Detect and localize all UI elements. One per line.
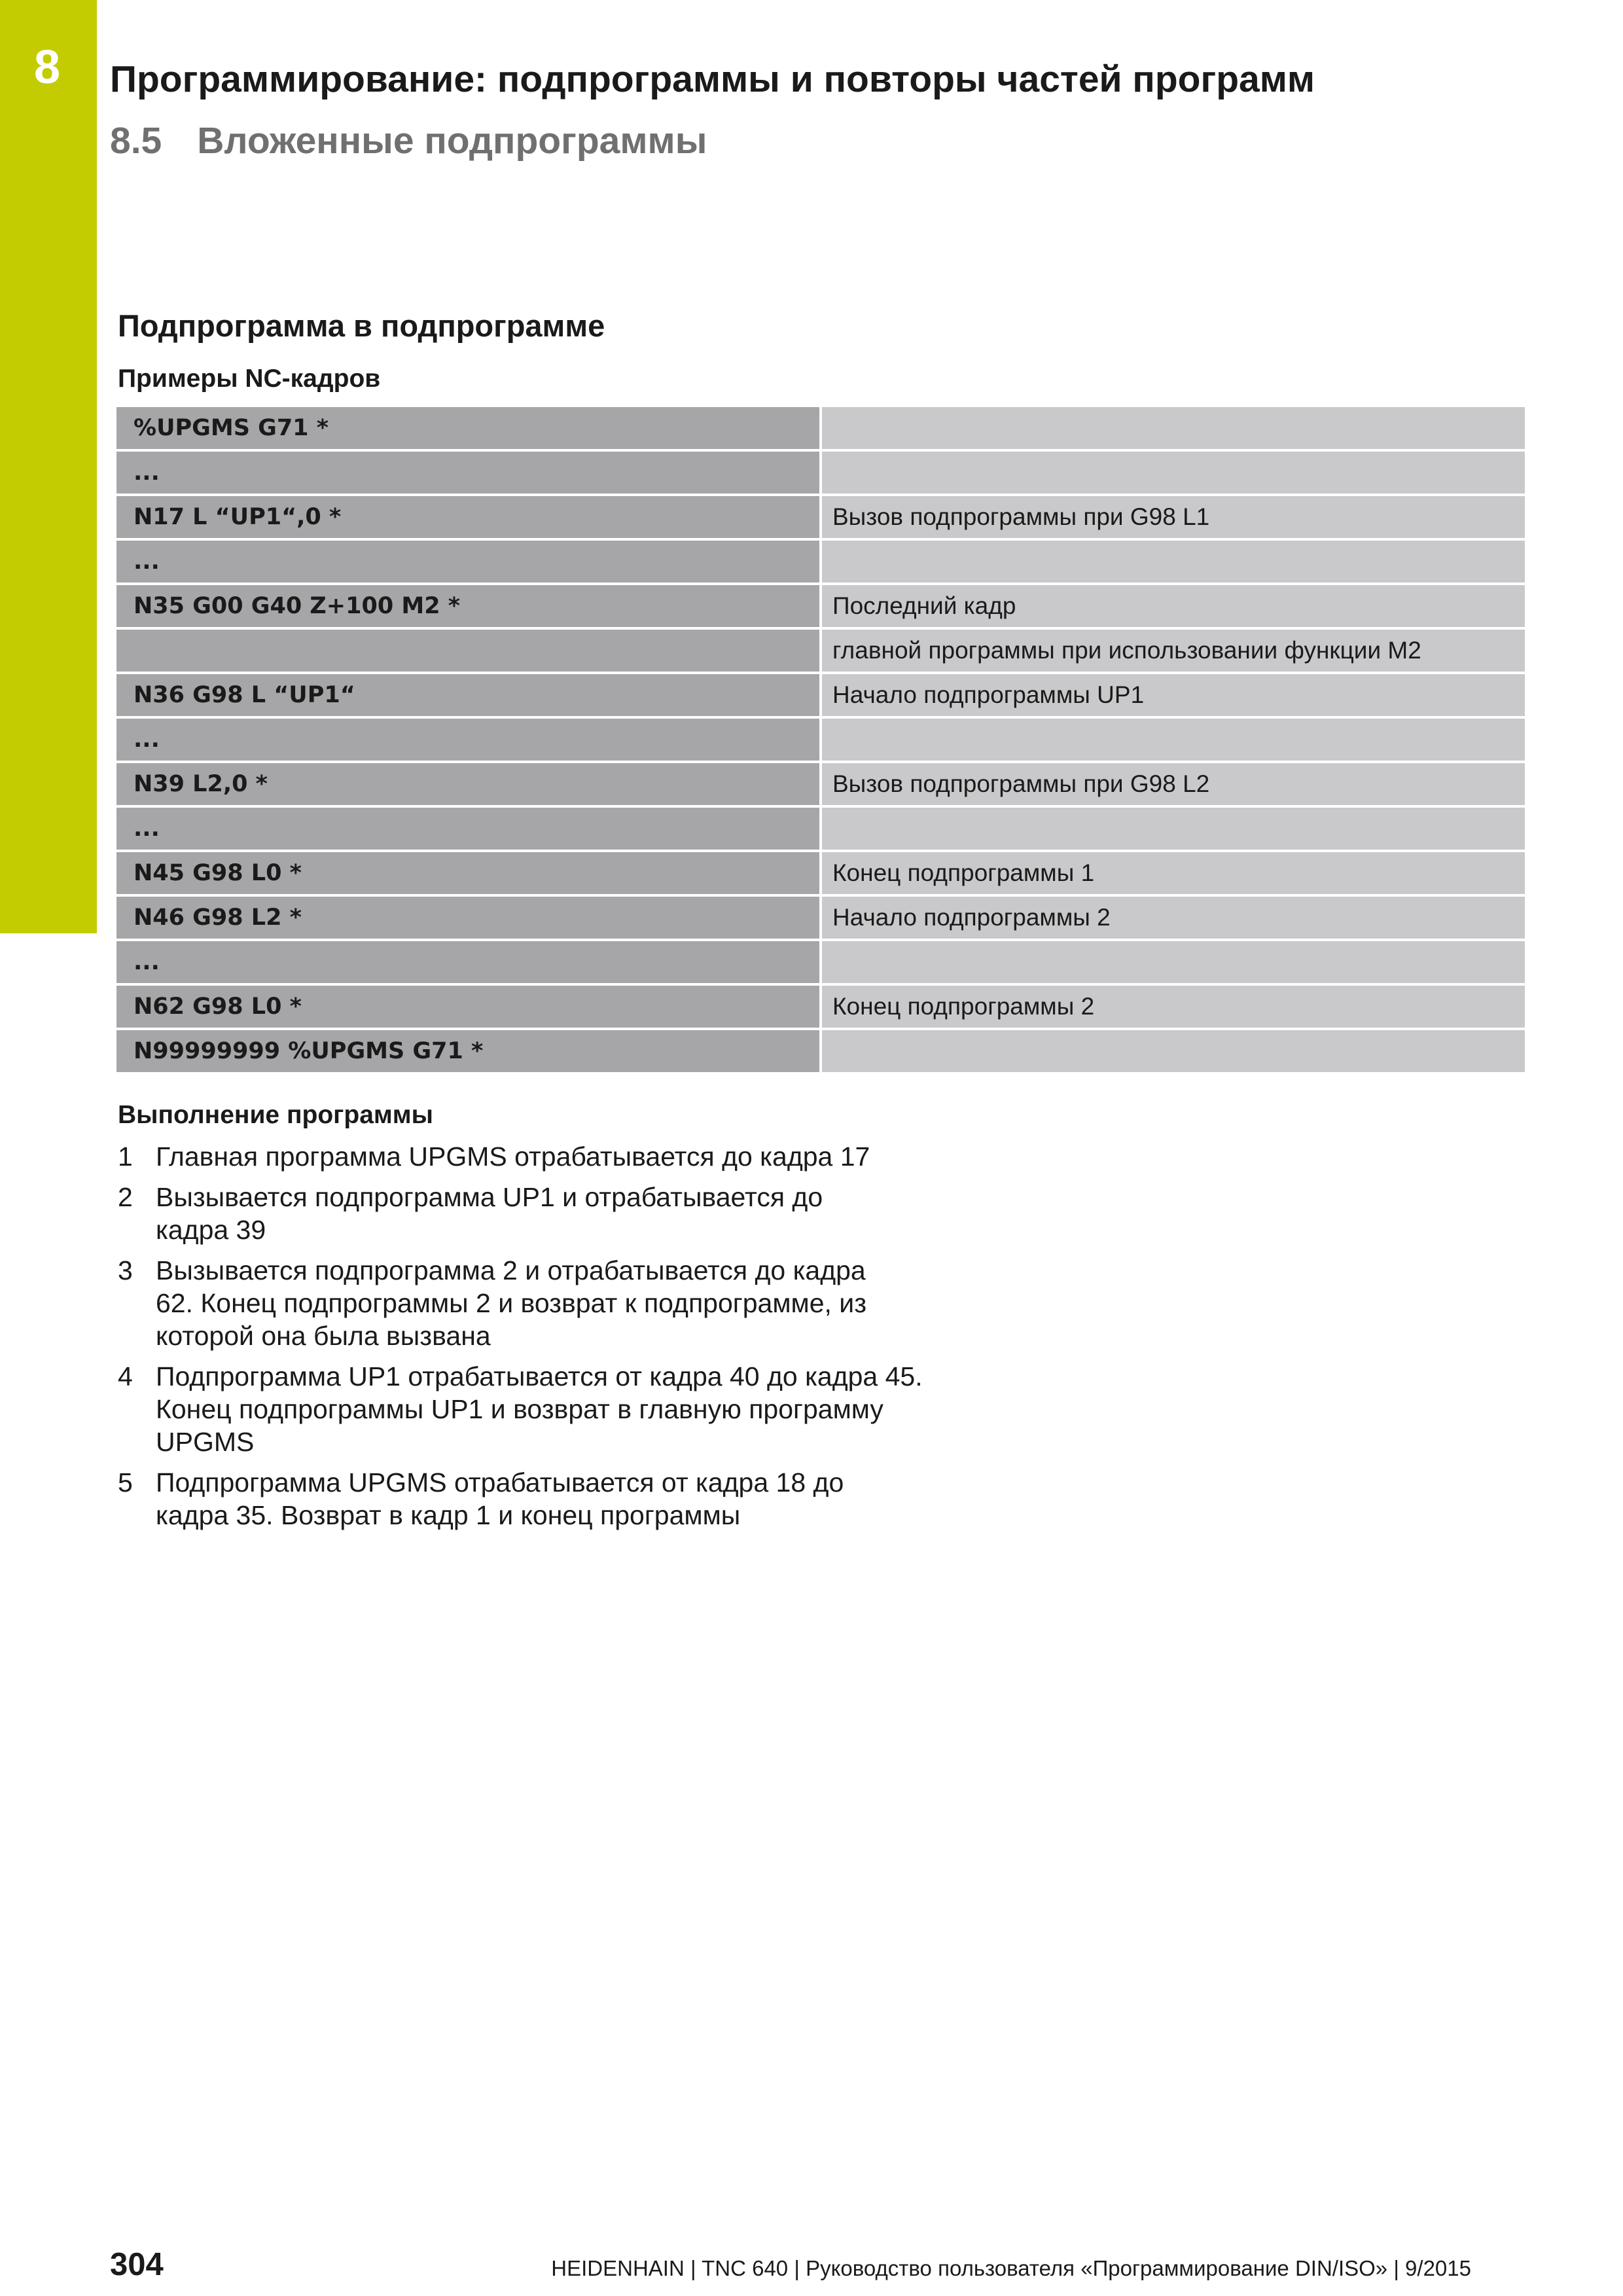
step-text-line: UPGMS bbox=[156, 1427, 255, 1457]
step-number: 5 bbox=[118, 1467, 133, 1498]
list-item bbox=[118, 1360, 969, 1458]
table-row bbox=[116, 541, 1525, 583]
nc-comment-cell: Конец подпрограммы 2 bbox=[822, 986, 1525, 1028]
step-text-line: 62. Конец подпрограммы 2 и возврат к подпрограмме, из bbox=[156, 1288, 866, 1318]
nc-code-cell: N17 L “UP1“,0 * bbox=[116, 496, 819, 538]
table-row bbox=[116, 852, 1525, 894]
step-text-line: кадра 39 bbox=[156, 1215, 266, 1245]
nc-comment-cell bbox=[822, 941, 1525, 983]
footer-text: HEIDENHAIN | TNC 640 | Руководство пользователя «Программирование DIN/ISO» | 9/2015 bbox=[551, 2256, 1471, 2280]
nc-code-cell: N45 G98 L0 * bbox=[116, 852, 819, 894]
nc-code-cell: N46 G98 L2 * bbox=[116, 897, 819, 939]
nc-block-table bbox=[116, 407, 1525, 1075]
nc-comment-cell bbox=[822, 541, 1525, 583]
step-text bbox=[156, 1360, 969, 1458]
table-row bbox=[116, 496, 1525, 538]
nc-comment-cell: Конец подпрограммы 1 bbox=[822, 852, 1525, 894]
step-number: 2 bbox=[118, 1182, 133, 1212]
examples-label: Примеры NC-кадров bbox=[118, 365, 381, 393]
section-title: Вложенные подпрограммы bbox=[197, 120, 707, 162]
table-row bbox=[116, 1030, 1525, 1072]
nc-comment-cell: Начало подпрограммы 2 bbox=[822, 897, 1525, 939]
table-row bbox=[116, 452, 1525, 493]
nc-comment-cell bbox=[822, 808, 1525, 850]
table-row bbox=[116, 719, 1525, 761]
nc-code-cell: N62 G98 L0 * bbox=[116, 986, 819, 1028]
step-text bbox=[156, 1254, 969, 1352]
step-text-line: Вызывается подпрограмма 2 и отрабатывается до кадра bbox=[156, 1255, 866, 1285]
list-item bbox=[118, 1466, 969, 1532]
nc-code-cell: N99999999 %UPGMS G71 * bbox=[116, 1030, 819, 1072]
chapter-number: 8 bbox=[34, 41, 61, 94]
step-text-line: Подпрограмма UPGMS отрабатывается от кадра 18 до bbox=[156, 1467, 844, 1498]
chapter-title: Программирование: подпрограммы и повторы частей программ bbox=[110, 58, 1315, 100]
step-text-line: Вызывается подпрограмма UP1 и отрабатывается до bbox=[156, 1182, 823, 1212]
nc-code-cell: N36 G98 L “UP1“ bbox=[116, 674, 819, 716]
nc-code-cell: N39 L2,0 * bbox=[116, 763, 819, 805]
step-number: 3 bbox=[118, 1255, 133, 1285]
table-row bbox=[116, 407, 1525, 449]
step-text-line: Подпрограмма UP1 отрабатывается от кадра 40 до кадра 45. bbox=[156, 1361, 923, 1391]
step-text-line: Конец подпрограммы UP1 и возврат в главную программу bbox=[156, 1394, 883, 1424]
nc-code-cell: %UPGMS G71 * bbox=[116, 407, 819, 449]
list-item bbox=[118, 1140, 969, 1173]
execution-steps-list bbox=[118, 1140, 969, 1539]
list-item bbox=[118, 1181, 969, 1246]
step-text bbox=[156, 1181, 969, 1246]
table-row bbox=[116, 630, 1525, 672]
nc-comment-cell bbox=[822, 719, 1525, 761]
execution-heading: Выполнение программы bbox=[118, 1101, 433, 1129]
table-row bbox=[116, 941, 1525, 983]
nc-code-cell: ... bbox=[116, 452, 819, 493]
step-text bbox=[156, 1140, 969, 1173]
list-item bbox=[118, 1254, 969, 1352]
nc-comment-cell bbox=[822, 1030, 1525, 1072]
table-row bbox=[116, 808, 1525, 850]
subheading: Подпрограмма в подпрограмме bbox=[118, 308, 605, 343]
nc-code-cell: ... bbox=[116, 541, 819, 583]
nc-comment-cell: Вызов подпрограммы при G98 L2 bbox=[822, 763, 1525, 805]
nc-comment-cell: главной программы при использовании функции M2 bbox=[822, 630, 1525, 672]
step-number: 4 bbox=[118, 1361, 133, 1391]
section-number: 8.5 bbox=[110, 120, 162, 162]
step-text-line: кадра 35. Возврат в кадр 1 и конец программы bbox=[156, 1500, 741, 1530]
page-number: 304 bbox=[110, 2247, 164, 2282]
nc-comment-cell: Начало подпрограммы UP1 bbox=[822, 674, 1525, 716]
nc-comment-cell: Вызов подпрограммы при G98 L1 bbox=[822, 496, 1525, 538]
nc-comment-cell bbox=[822, 407, 1525, 449]
nc-code-cell bbox=[116, 630, 819, 672]
nc-code-cell: ... bbox=[116, 719, 819, 761]
step-text-line: Главная программа UPGMS отрабатывается до кадра 17 bbox=[156, 1141, 870, 1172]
nc-code-cell: ... bbox=[116, 808, 819, 850]
table-row bbox=[116, 986, 1525, 1028]
table-row bbox=[116, 674, 1525, 716]
step-number: 1 bbox=[118, 1141, 133, 1172]
nc-code-cell: ... bbox=[116, 941, 819, 983]
nc-code-cell: N35 G00 G40 Z+100 M2 * bbox=[116, 585, 819, 627]
step-text-line: которой она была вызвана bbox=[156, 1321, 491, 1351]
nc-comment-cell bbox=[822, 452, 1525, 493]
table-row bbox=[116, 763, 1525, 805]
chapter-tab bbox=[0, 0, 97, 933]
nc-comment-cell: Последний кадр bbox=[822, 585, 1525, 627]
section-heading bbox=[110, 119, 707, 162]
table-row bbox=[116, 897, 1525, 939]
table-row bbox=[116, 585, 1525, 627]
step-text bbox=[156, 1466, 969, 1532]
